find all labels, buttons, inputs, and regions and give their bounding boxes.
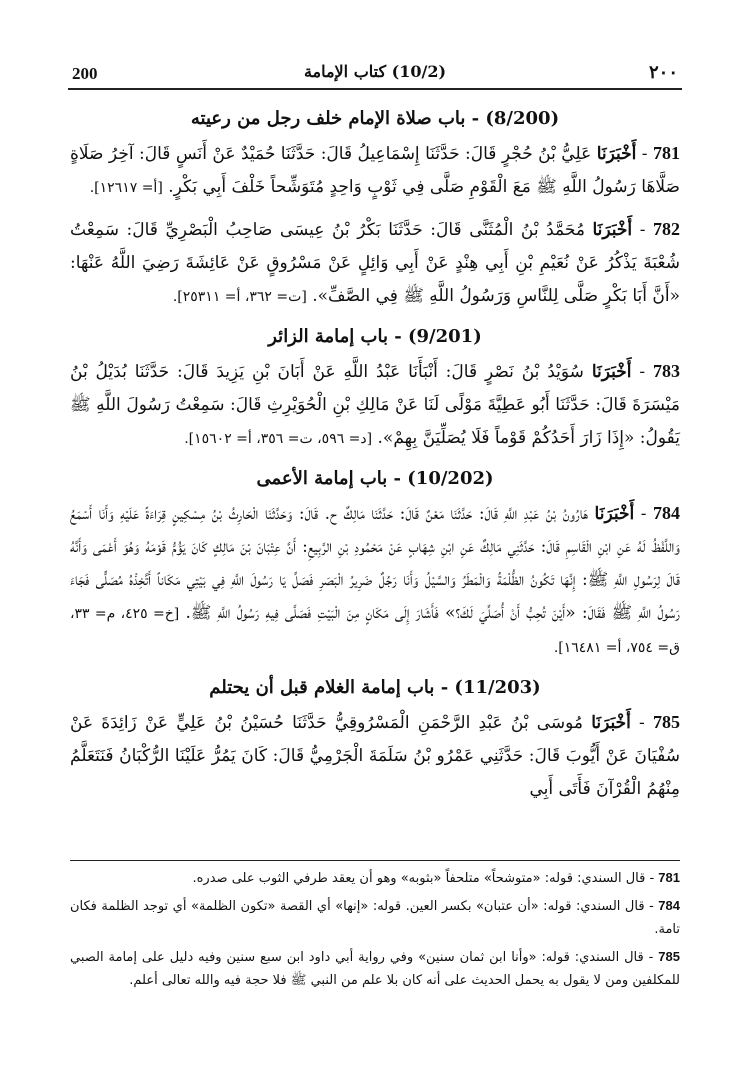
footnote-text: - قال السندي: قوله: «وأنا ابن ثمان سنين» وفي رواية أبي داود ابن سبع سنين وفيه دليل على إمامة الصبي للمكلفين ومن لا يقول به يحمل الحديث على أنه كان بلا علم من النبي ﷺ فلا حجة فيه والله تعالى أعلم. <box>70 950 680 988</box>
hadith-opening: أَخْبَرَنَا <box>591 362 632 382</box>
page-number-arabic: ٢٠٠ <box>648 62 678 83</box>
header-rule <box>68 88 682 90</box>
chapter-heading: (10/202) - باب إمامة الأعمى <box>256 468 494 489</box>
footnote <box>70 945 680 992</box>
hadith-text: مُحَمَّدُ بْنُ الْمُثَنَّى قَالَ: حَدَّثَنَا بَكْرُ بْنُ عِيسَى صَاحِبُ الْبَصْرِيِّ قَالَ: سَمِعْتُ شُعْبَةَ يَذْكُرُ عَنْ نُعَيْمِ بْنِ أَبِي هِنْدٍ عَنْ أَبِي وَائِلٍ عَنْ مَسْرُوقٍ عَنْ عَائِشَةَ رَضِيَ اللَّهُ عَنْهَا: «أَنَّ أَبَا بَكْرٍ صَلَّى لِلنَّاسِ وَرَسُولُ اللَّهِ ﷺ فِي الصَّفِّ». <box>70 220 680 306</box>
hadith-reference: [أ= ١٢٦١٧]. <box>89 180 163 196</box>
footnote-text: - قال السندي: قوله: «أن عتبان» بكسر العين. قوله: «إنها» أي القصة «تكون الظلمة» أي توجد الظلمة فكان تامة. <box>70 899 680 937</box>
running-title: (10/2) كتاب الإمامة <box>303 62 447 81</box>
chapter-heading: (11/203) - باب إمامة الغلام قبل أن يحتلم <box>209 677 541 698</box>
hadith-text: مُوسَى بْنُ عَبْدِ الرَّحْمَنِ الْمَسْرُوقِيُّ حَدَّثَنَا حُسَيْنُ بْنُ عَلِيٍّ عَنْ زَائِدَةَ عَنْ سُفْيَانَ عَنْ أَيُّوبَ قَالَ: حَدَّثَنِي عَمْرُو بْنُ سَلَمَةَ الْجَرْمِيُّ قَالَ: كَانَ يَمُرُّ عَلَيْنَا الرُّكْبَانُ فَنَتَعَلَّمُ مِنْهُمُ الْقُرْآنَ فَأَتَى أَبِي <box>70 713 680 799</box>
footnote-number: 785 <box>658 949 680 964</box>
hadith-opening: أَخْبَرَنَا <box>594 504 635 524</box>
hadith-number: 785 <box>653 712 680 732</box>
footnote-number: 781 <box>658 870 680 885</box>
hadith-reference: [ت= ٣٦٢، أ= ٢٥٣١١]. <box>172 289 307 305</box>
page-header <box>68 58 682 88</box>
main-text <box>70 96 680 814</box>
hadith-opening: أَخْبَرَنَا <box>596 144 637 164</box>
footnote-number: 784 <box>658 898 680 913</box>
hadith-text: عَلِيُّ بْنُ حُجْرٍ قَالَ: حَدَّثَنَا إِسْمَاعِيلُ قَالَ: حَدَّثَنَا حُمَيْدٌ عَنْ أَنَسٍ قَالَ: آخِرُ صَلَاةٍ صَلَّاهَا رَسُولُ اللَّهِ ﷺ مَعَ الْقَوْمِ صَلَّى فِي ثَوْبٍ وَاحِدٍ مُتَوَشِّحاً خَلْفَ أَبِي بَكْرٍ. <box>70 144 680 197</box>
footnote-text: - قال السندي: قوله: «متوشحاً» متلحفاً «بثوبه» وهو أن يعقد طرفي الثوب على صدره. <box>192 871 655 886</box>
hadith-opening: أَخْبَرَنَا <box>591 713 631 733</box>
hadith-reference: [د= ٥٩٦، ت= ٣٥٦، أ= ١٥٦٠٢]. <box>184 431 373 447</box>
footnote <box>70 894 680 941</box>
hadith-number: 783 <box>653 361 680 381</box>
hadith-number: 782 <box>653 219 680 239</box>
hadith-entry: 785 - أَخْبَرَنَا مُوسَى بْنُ عَبْدِ الرَّحْمَنِ الْمَسْرُوقِيُّ حَدَّثَنَا حُسَيْنُ بْنُ عَلِيٍّ عَنْ زَائِدَةَ عَنْ سُفْيَانَ عَنْ أَيُّوبَ قَالَ: حَدَّثَنِي عَمْرُو بْنُ سَلَمَةَ الْجَرْمِيُّ قَالَ: كَانَ يَمُرُّ عَلَيْنَا الرُّكْبَانُ فَنَتَعَلَّمُ مِنْهُمُ الْقُرْآنَ فَأَتَى أَبِي <box>70 712 680 799</box>
hadith-entry: 781 - أَخْبَرَنَا عَلِيُّ بْنُ حُجْرٍ قَالَ: حَدَّثَنَا إِسْمَاعِيلُ قَالَ: حَدَّثَنَا حُمَيْدٌ عَنْ أَنَسٍ قَالَ: آخِرُ صَلَاةٍ صَلَّاهَا رَسُولُ اللَّهِ ﷺ مَعَ الْقَوْمِ صَلَّى فِي ثَوْبٍ وَاحِدٍ مُتَوَشِّحاً خَلْفَ أَبِي بَكْرٍ. [أ= ١٢٦١٧]. <box>70 143 680 197</box>
hadith-number: 784 <box>653 503 680 523</box>
hadith-number: 781 <box>653 143 680 163</box>
chapter-heading: (9/201) - باب إمامة الزائر <box>268 326 482 347</box>
hadith-entry: 784 - أَخْبَرَنَا هَارُونُ بْنُ عَبْدِ اللَّهِ قَالَ: حَدَّثَنَا مَعْنٌ قَالَ: حَدَّثَنَا مَالِكٌ ح. قَالَ: وَحَدَّثَنَا الْحَارِثُ بْنُ مِسْكِينٍ قِرَاءَةً عَلَيْهِ وَأَنَا أَسْمَعُ وَاللَّفْظُ لَهُ عَنِ ابْنِ الْقَاسِمِ قَالَ: حَدَّثَنِي مَالِكٌ عَنِ ابْنِ شِهَابٍ عَنْ مَحْمُودِ بْنِ الرَّبِيعِ: أَنَّ عِتْبَانَ بْنَ مَالِكٍ كَانَ يَؤُمُّ قَوْمَهُ وَهُوَ أَعْمَى وَأَنَّهُ قَالَ لِرَسُولِ اللَّهِ ﷺ: إِنَّهَا تَكُونُ الظُّلْمَةُ وَالْمَطَرُ وَالسَّيْلُ وَأَنَا رَجُلٌ ضَرِيرُ الْبَصَرِ فَصَلِّ يَا رَسُولَ اللَّهِ فِي بَيْتِي مَكَاناً أَتَّخِذْهُ مُصَلًّى فَجَاءَ رَسُولُ اللَّهِ ﷺ فَقَالَ: «أَيْنَ تُحِبُّ أَنْ أُصَلِّيَ لَكَ؟» فَأَشَارَ إِلَى مَكَانٍ مِنَ الْبَيْتِ فَصَلَّى فِيهِ رَسُولُ اللَّهِ ﷺ. [خ= ٤٢٥، م= ٣٣، ق= ٧٥٤، أ= ١٦٤٨١]. <box>70 503 680 656</box>
footnotes <box>70 866 680 996</box>
hadith-reference: [خ= ٤٢٥، م= ٣٣، ق= ٧٥٤، أ= ١٦٤٨١]. <box>70 606 680 656</box>
hadith-entry: 782 - أَخْبَرَنَا مُحَمَّدُ بْنُ الْمُثَنَّى قَالَ: حَدَّثَنَا بَكْرُ بْنُ عِيسَى صَاحِبُ الْبَصْرِيِّ قَالَ: سَمِعْتُ شُعْبَةَ يَذْكُرُ عَنْ نُعَيْمِ بْنِ أَبِي هِنْدٍ عَنْ أَبِي وَائِلٍ عَنْ مَسْرُوقٍ عَنْ عَائِشَةَ رَضِيَ اللَّهُ عَنْهَا: «أَنَّ أَبَا بَكْرٍ صَلَّى لِلنَّاسِ وَرَسُولُ اللَّهِ ﷺ فِي الصَّفِّ». [ت= ٣٦٢، أ= ٢٥٣١١]. <box>70 219 680 306</box>
footnote <box>70 866 680 890</box>
chapter-heading: (8/200) - باب صلاة الإمام خلف رجل من رعيته <box>190 108 560 129</box>
hadith-entry: 783 - أَخْبَرَنَا سُوَيْدُ بْنُ نَصْرٍ قَالَ: أَنْبَأَنَا عَبْدُ اللَّهِ عَنْ أَبَانَ بْنِ يَزِيدَ قَالَ: حَدَّثَنَا بُدَيْلُ بْنُ مَيْسَرَةَ قَالَ: حَدَّثَنَا أَبُو عَطِيَّةَ مَوْلًى لَنَا عَنْ مَالِكِ بْنِ الْحُوَيْرِثِ قَالَ: سَمِعْتُ رَسُولَ اللَّهِ ﷺ يَقُولُ: «إِذَا زَارَ أَحَدُكُمْ قَوْماً فَلَا يُصَلِّيَنَّ بِهِمْ». [د= ٥٩٦، ت= ٣٥٦، أ= ١٥٦٠٢]. <box>70 361 680 448</box>
hadith-text: هَارُونُ بْنُ عَبْدِ اللَّهِ قَالَ: حَدَّثَنَا مَعْنٌ قَالَ: حَدَّثَنَا مَالِكٌ ح. قَالَ: وَحَدَّثَنَا الْحَارِثُ بْنُ مِسْكِينٍ قِرَاءَةً عَلَيْهِ وَأَنَا أَسْمَعُ وَاللَّفْظُ لَهُ عَنِ ابْنِ الْقَاسِمِ قَالَ: حَدَّثَنِي مَالِكٌ عَنِ ابْنِ شِهَابٍ عَنْ مَحْمُودِ بْنِ الرَّبِيعِ: أَنَّ عِتْبَانَ بْنَ مَالِكٍ كَانَ يَؤُمُّ قَوْمَهُ وَهُوَ أَعْمَى وَأَنَّهُ قَالَ لِرَسُولِ اللَّهِ ﷺ: إِنَّهَا تَكُونُ الظُّلْمَةُ وَالْمَطَرُ وَالسَّيْلُ وَأَنَا رَجُلٌ ضَرِيرُ الْبَصَرِ فَصَلِّ يَا رَسُولَ اللَّهِ فِي بَيْتِي مَكَاناً أَتَّخِذْهُ مُصَلًّى فَجَاءَ رَسُولُ اللَّهِ ﷺ فَقَالَ: «أَيْنَ تُحِبُّ أَنْ أُصَلِّيَ لَكَ؟» فَأَشَارَ إِلَى مَكَانٍ مِنَ الْبَيْتِ فَصَلَّى فِيهِ رَسُولُ اللَّهِ ﷺ. <box>70 504 680 623</box>
footnote-rule <box>70 860 680 861</box>
hadith-opening: أَخْبَرَنَا <box>592 220 633 240</box>
page-number-latin: 200 <box>72 64 98 83</box>
hadith-text: سُوَيْدُ بْنُ نَصْرٍ قَالَ: أَنْبَأَنَا عَبْدُ اللَّهِ عَنْ أَبَانَ بْنِ يَزِيدَ قَالَ: حَدَّثَنَا بُدَيْلُ بْنُ مَيْسَرَةَ قَالَ: حَدَّثَنَا أَبُو عَطِيَّةَ مَوْلًى لَنَا عَنْ مَالِكِ بْنِ الْحُوَيْرِثِ قَالَ: سَمِعْتُ رَسُولَ اللَّهِ ﷺ يَقُولُ: «إِذَا زَارَ أَحَدُكُمْ قَوْماً فَلَا يُصَلِّيَنَّ بِهِمْ». <box>70 362 680 448</box>
